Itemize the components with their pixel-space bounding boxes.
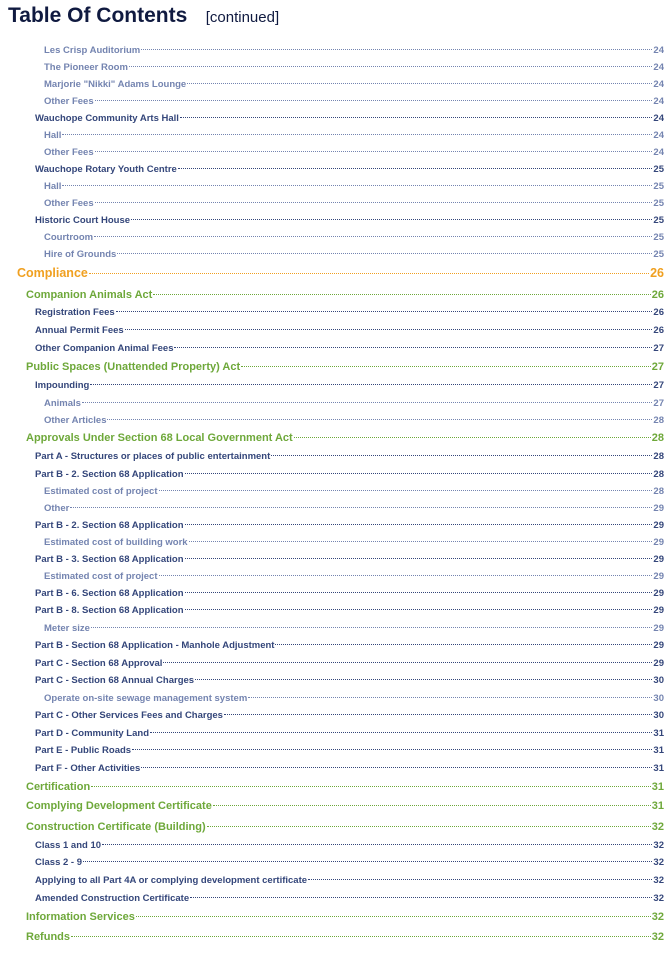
toc-entry-level-4[interactable] bbox=[0, 60, 670, 76]
toc-entry-level-4[interactable] bbox=[0, 501, 670, 517]
toc-entry-label: Les Crisp Auditorium bbox=[44, 45, 141, 56]
dot-leader bbox=[150, 732, 652, 733]
toc-entry-page-number: 24 bbox=[653, 96, 664, 107]
dot-leader bbox=[82, 402, 652, 403]
toc-entry-level-3[interactable] bbox=[0, 305, 670, 321]
dot-leader bbox=[83, 861, 652, 862]
dot-leader bbox=[95, 202, 653, 203]
toc-entry-label: Estimated cost of project bbox=[44, 486, 158, 497]
toc-entry-page-number: 27 bbox=[653, 380, 664, 391]
toc-entry-level-4[interactable] bbox=[0, 691, 670, 707]
toc-entry-level-2[interactable] bbox=[0, 819, 670, 835]
toc-entry-page-number: 24 bbox=[653, 130, 664, 141]
toc-entry-level-3[interactable] bbox=[0, 726, 670, 742]
dot-leader bbox=[187, 83, 652, 84]
dot-leader bbox=[62, 185, 652, 186]
toc-entry-page-number: 27 bbox=[653, 398, 664, 409]
toc-entry-level-2[interactable] bbox=[0, 798, 670, 814]
toc-entry-label: Other Fees bbox=[44, 198, 94, 209]
toc-entry-label: Companion Animals Act bbox=[26, 289, 153, 301]
toc-entry-page-number: 30 bbox=[653, 693, 664, 704]
toc-entry-page-number: 31 bbox=[651, 800, 664, 812]
toc-entry-level-2[interactable] bbox=[0, 779, 670, 795]
toc-entry-level-2[interactable] bbox=[0, 359, 670, 375]
toc-entry-level-3[interactable] bbox=[0, 586, 670, 602]
toc-entry-label: Other Fees bbox=[44, 147, 94, 158]
toc-entry-label: Compliance bbox=[17, 266, 88, 280]
dot-leader bbox=[102, 844, 652, 845]
dot-leader bbox=[116, 311, 653, 312]
dot-leader bbox=[294, 437, 651, 438]
toc-entry-label: The Pioneer Room bbox=[44, 62, 128, 73]
toc-entry-page-number: 32 bbox=[653, 893, 664, 904]
toc-entry-label: Part C - Section 68 Annual Charges bbox=[35, 675, 195, 686]
dot-leader bbox=[89, 273, 649, 274]
toc-entry-label: Other Articles bbox=[44, 415, 107, 426]
toc-entry-label: Construction Certificate (Building) bbox=[26, 821, 206, 833]
dot-leader bbox=[159, 490, 653, 491]
toc-entry-label: Other Companion Animal Fees bbox=[35, 343, 174, 354]
toc-entry-label: Meter size bbox=[44, 623, 90, 634]
toc-entry-label: Part B - 8. Section 68 Application bbox=[35, 605, 184, 616]
dot-leader bbox=[241, 366, 651, 367]
toc-entry-level-2[interactable] bbox=[0, 929, 670, 945]
toc-entry-level-3[interactable] bbox=[0, 378, 670, 394]
toc-entry-label: Part F - Other Activities bbox=[35, 763, 141, 774]
toc-entry-label: Part B - 2. Section 68 Application bbox=[35, 469, 184, 480]
dot-leader bbox=[141, 767, 652, 768]
dot-leader bbox=[178, 168, 653, 169]
dot-leader bbox=[132, 749, 652, 750]
toc-entry-level-3[interactable] bbox=[0, 838, 670, 854]
toc-entry-page-number: 31 bbox=[653, 728, 664, 739]
toc-entry-page-number: 28 bbox=[651, 432, 664, 444]
toc-entry-level-3[interactable] bbox=[0, 761, 670, 777]
toc-entry-page-number: 24 bbox=[653, 62, 664, 73]
toc-entry-page-number: 25 bbox=[653, 215, 664, 226]
toc-entry-label: Impounding bbox=[35, 380, 90, 391]
toc-entry-level-3[interactable] bbox=[0, 341, 670, 357]
dot-leader bbox=[136, 916, 651, 917]
dot-leader bbox=[62, 134, 652, 135]
toc-entry-page-number: 24 bbox=[653, 147, 664, 158]
dot-leader bbox=[163, 662, 652, 663]
toc-entry-level-3[interactable] bbox=[0, 656, 670, 672]
dot-leader bbox=[91, 786, 651, 787]
dot-leader bbox=[185, 592, 653, 593]
dot-leader bbox=[70, 507, 652, 508]
toc-entry-level-4[interactable] bbox=[0, 196, 670, 212]
toc-entry-level-4[interactable] bbox=[0, 230, 670, 246]
dot-leader bbox=[207, 826, 651, 827]
toc-entry-label: Part D - Community Land bbox=[35, 728, 150, 739]
toc-entry-page-number: 32 bbox=[653, 875, 664, 886]
toc-entry-label: Public Spaces (Unattended Property) Act bbox=[26, 361, 241, 373]
toc-entry-level-4[interactable] bbox=[0, 94, 670, 110]
toc-entry-label: Wauchope Community Arts Hall bbox=[35, 113, 179, 124]
toc-entry-level-3[interactable] bbox=[0, 891, 670, 907]
toc-entry-page-number: 29 bbox=[653, 640, 664, 651]
dot-leader bbox=[308, 879, 652, 880]
dot-leader bbox=[141, 49, 652, 50]
toc-entry-label: Operate on-site sewage management system bbox=[44, 693, 248, 704]
dot-leader bbox=[185, 524, 653, 525]
toc-entry-label: Class 1 and 10 bbox=[35, 840, 102, 851]
toc-entry-page-number: 26 bbox=[651, 289, 664, 301]
dot-leader bbox=[185, 609, 653, 610]
dot-leader bbox=[91, 627, 652, 628]
toc-entry-page-number: 27 bbox=[651, 361, 664, 373]
dot-leader bbox=[213, 805, 651, 806]
toc-entry-level-4[interactable] bbox=[0, 396, 670, 412]
toc-entry-label: Hall bbox=[44, 130, 62, 141]
toc-entry-label: Wauchope Rotary Youth Centre bbox=[35, 164, 177, 175]
toc-entry-level-3[interactable] bbox=[0, 323, 670, 339]
toc-entry-level-3[interactable] bbox=[0, 111, 670, 127]
toc-entry-label: Hire of Grounds bbox=[44, 249, 117, 260]
toc-entry-page-number: 24 bbox=[653, 113, 664, 124]
dot-leader bbox=[189, 541, 653, 542]
toc-entry-label: Part C - Section 68 Approval bbox=[35, 658, 163, 669]
toc-entry-label: Part B - 2. Section 68 Application bbox=[35, 520, 184, 531]
toc-entry-label: Marjorie "Nikki" Adams Lounge bbox=[44, 79, 187, 90]
toc-entry-level-3[interactable] bbox=[0, 552, 670, 568]
toc-entry-level-4[interactable] bbox=[0, 621, 670, 637]
dot-leader bbox=[71, 936, 651, 937]
dot-leader bbox=[248, 697, 652, 698]
toc-entry-level-3[interactable] bbox=[0, 449, 670, 465]
toc-entry-label: Part A - Structures or places of public entertainment bbox=[35, 451, 271, 462]
toc-entry-label: Registration Fees bbox=[35, 307, 115, 318]
toc-entry-page-number: 28 bbox=[653, 415, 664, 426]
toc-entry-page-number: 29 bbox=[653, 537, 664, 548]
toc-entry-level-3[interactable] bbox=[0, 873, 670, 889]
dot-leader bbox=[131, 219, 652, 220]
toc-header bbox=[8, 4, 279, 28]
toc-entry-page-number: 29 bbox=[653, 503, 664, 514]
dot-leader bbox=[117, 253, 652, 254]
page-subtitle: [continued] bbox=[205, 9, 280, 26]
toc-entry-page-number: 25 bbox=[653, 232, 664, 243]
toc-entry-page-number: 29 bbox=[653, 658, 664, 669]
toc-entry-label: Class 2 - 9 bbox=[35, 857, 82, 868]
toc-entry-label: Other Fees bbox=[44, 96, 94, 107]
dot-leader bbox=[190, 897, 652, 898]
dot-leader bbox=[224, 714, 652, 715]
toc-entry-label: Other bbox=[44, 503, 70, 514]
toc-entry-page-number: 27 bbox=[653, 343, 664, 354]
toc-entry-level-1[interactable] bbox=[0, 265, 670, 281]
page-title: Table Of Contents bbox=[8, 4, 188, 27]
dot-leader bbox=[159, 575, 653, 576]
dot-leader bbox=[107, 419, 652, 420]
toc-entry-level-4[interactable] bbox=[0, 179, 670, 195]
dot-leader bbox=[125, 329, 653, 330]
dot-leader bbox=[180, 117, 653, 118]
dot-leader bbox=[94, 236, 652, 237]
toc-entry-page-number: 24 bbox=[653, 45, 664, 56]
toc-entry-level-4[interactable] bbox=[0, 413, 670, 429]
toc-entry-page-number: 31 bbox=[653, 745, 664, 756]
toc-entry-label: Part B - Section 68 Application - Manhole Adjustment bbox=[35, 640, 275, 651]
dot-leader bbox=[153, 294, 650, 295]
toc-entry-page-number: 28 bbox=[653, 469, 664, 480]
toc-entry-label: Annual Permit Fees bbox=[35, 325, 124, 336]
toc-entry-page-number: 29 bbox=[653, 605, 664, 616]
toc-entry-page-number: 32 bbox=[653, 840, 664, 851]
toc-entry-page-number: 32 bbox=[651, 911, 664, 923]
toc-entry-page-number: 30 bbox=[653, 675, 664, 686]
toc-entry-page-number: 32 bbox=[651, 931, 664, 943]
toc-entry-page-number: 31 bbox=[653, 763, 664, 774]
dot-leader bbox=[185, 558, 653, 559]
toc-entry-page-number: 28 bbox=[653, 486, 664, 497]
dot-leader bbox=[271, 455, 652, 456]
toc-entry-page-number: 30 bbox=[653, 710, 664, 721]
toc-entry-label: Courtroom bbox=[44, 232, 94, 243]
dot-leader bbox=[174, 347, 652, 348]
toc-entry-level-4[interactable] bbox=[0, 484, 670, 500]
toc-entry-level-2[interactable] bbox=[0, 430, 670, 446]
toc-entry-label: Applying to all Part 4A or complying development certificate bbox=[35, 875, 308, 886]
toc-entry-level-4[interactable] bbox=[0, 128, 670, 144]
toc-entry-page-number: 25 bbox=[653, 181, 664, 192]
toc-entry-label: Information Services bbox=[26, 911, 135, 923]
toc-entry-page-number: 31 bbox=[651, 781, 664, 793]
toc-entry-page-number: 32 bbox=[653, 857, 664, 868]
toc-entry-level-4[interactable] bbox=[0, 535, 670, 551]
toc-entry-page-number: 25 bbox=[653, 198, 664, 209]
toc-entry-label: Estimated cost of building work bbox=[44, 537, 188, 548]
toc-entry-level-4[interactable] bbox=[0, 569, 670, 585]
toc-entry-page-number: 26 bbox=[650, 266, 664, 280]
toc-entry-label: Historic Court House bbox=[35, 215, 131, 226]
toc-entry-level-4[interactable] bbox=[0, 145, 670, 161]
toc-entry-page-number: 29 bbox=[653, 623, 664, 634]
toc-entry-page-number: 29 bbox=[653, 571, 664, 582]
toc-entry-label: Amended Construction Certificate bbox=[35, 893, 190, 904]
toc-entry-level-3[interactable] bbox=[0, 518, 670, 534]
toc-entry-label: Estimated cost of project bbox=[44, 571, 158, 582]
toc-entry-page-number: 29 bbox=[653, 520, 664, 531]
toc-entry-label: Certification bbox=[26, 781, 91, 793]
toc-entry-label: Part B - 6. Section 68 Application bbox=[35, 588, 184, 599]
toc-entry-level-2[interactable] bbox=[0, 287, 670, 303]
toc-entry-page-number: 28 bbox=[653, 451, 664, 462]
toc-entry-page-number: 25 bbox=[653, 164, 664, 175]
dot-leader bbox=[129, 66, 652, 67]
toc-entry-level-3[interactable] bbox=[0, 638, 670, 654]
toc-entry-level-4[interactable] bbox=[0, 247, 670, 263]
dot-leader bbox=[185, 473, 653, 474]
toc-entry-page-number: 32 bbox=[651, 821, 664, 833]
toc-entry-label: Approvals Under Section 68 Local Government Act bbox=[26, 432, 293, 444]
toc-entry-level-4[interactable] bbox=[0, 43, 670, 59]
toc-entry-page-number: 26 bbox=[653, 325, 664, 336]
toc-entry-label: Refunds bbox=[26, 931, 70, 943]
toc-entry-label: Part C - Other Services Fees and Charges bbox=[35, 710, 223, 721]
toc-entry-label: Part E - Public Roads bbox=[35, 745, 132, 756]
toc-entry-level-3[interactable] bbox=[0, 162, 670, 178]
toc-entry-label: Part B - 3. Section 68 Application bbox=[35, 554, 184, 565]
dot-leader bbox=[90, 384, 652, 385]
toc-entry-level-3[interactable] bbox=[0, 855, 670, 871]
toc-entry-page-number: 25 bbox=[653, 249, 664, 260]
toc-entry-level-3[interactable] bbox=[0, 213, 670, 229]
toc-entry-page-number: 29 bbox=[653, 588, 664, 599]
toc-entry-level-2[interactable] bbox=[0, 909, 670, 925]
dot-leader bbox=[95, 100, 653, 101]
toc-entry-page-number: 26 bbox=[653, 307, 664, 318]
toc-entry-level-3[interactable] bbox=[0, 743, 670, 759]
toc-entry-page-number: 24 bbox=[653, 79, 664, 90]
toc-entry-level-4[interactable] bbox=[0, 77, 670, 93]
toc-entry-level-3[interactable] bbox=[0, 708, 670, 724]
toc-entry-label: Animals bbox=[44, 398, 81, 409]
toc-entry-label: Complying Development Certificate bbox=[26, 800, 212, 812]
dot-leader bbox=[275, 644, 652, 645]
toc-entry-page-number: 29 bbox=[653, 554, 664, 565]
toc-entry-level-3[interactable] bbox=[0, 603, 670, 619]
toc-entry-label: Hall bbox=[44, 181, 62, 192]
toc-entry-level-3[interactable] bbox=[0, 673, 670, 689]
dot-leader bbox=[95, 151, 653, 152]
dot-leader bbox=[195, 679, 652, 680]
toc-entry-level-3[interactable] bbox=[0, 467, 670, 483]
